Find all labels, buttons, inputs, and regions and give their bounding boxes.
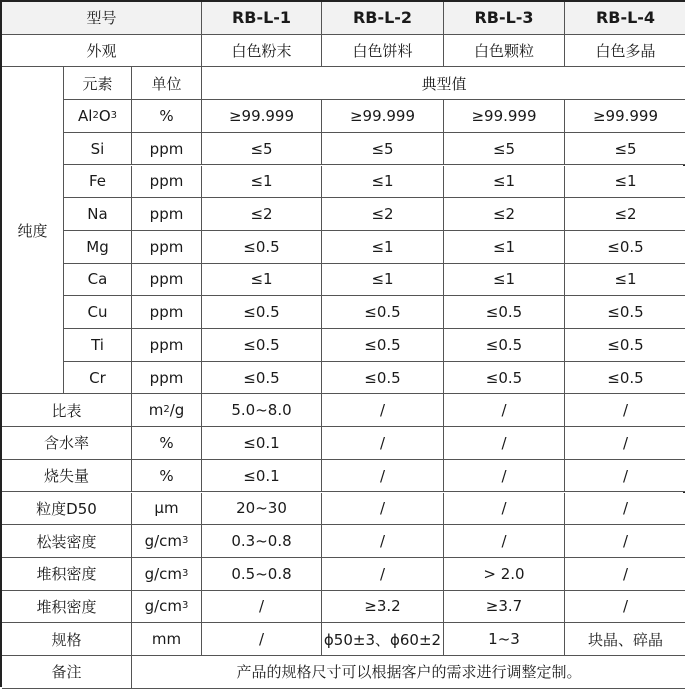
property-value: ≤0.1 — [202, 427, 322, 460]
model-name: RB-L-4 — [565, 2, 685, 35]
property-value: / — [322, 493, 444, 526]
purity-value: ≤0.5 — [202, 296, 322, 329]
purity-value: ≤0.5 — [202, 329, 322, 362]
property-value: / — [565, 460, 685, 493]
element-name: Ti — [64, 329, 132, 362]
purity-value: ≤2 — [202, 198, 322, 231]
unit-value: g/cm 3 — [132, 525, 202, 558]
property-value: ≤0.1 — [202, 460, 322, 493]
purity-value: ≥99.999 — [202, 100, 322, 133]
purity-value: ≤1 — [322, 166, 444, 199]
unit-base: m — [148, 401, 164, 420]
element-header: 元素 — [64, 67, 132, 100]
property-value: 块晶、碎晶 — [565, 623, 685, 656]
purity-value: ≤0.5 — [565, 362, 685, 395]
property-label: 规格 — [2, 623, 132, 656]
purity-group-label: 纯度 — [2, 67, 64, 394]
purity-value: ≤1 — [444, 231, 565, 264]
property-value: ≥3.7 — [444, 591, 565, 624]
element-name: Ca — [64, 264, 132, 297]
unit-tail: /g — [169, 401, 185, 420]
unit-base: g/cm — [144, 532, 183, 551]
purity-value: ≤0.5 — [322, 296, 444, 329]
appearance-value: 白色粉末 — [202, 35, 322, 68]
unit-base: g/cm — [144, 564, 183, 583]
property-value: / — [565, 394, 685, 427]
property-label: 堆积密度 — [2, 558, 132, 591]
unit-value: ppm — [132, 133, 202, 166]
purity-value: ≤5 — [322, 133, 444, 166]
unit-value: ppm — [132, 231, 202, 264]
property-value: / — [565, 558, 685, 591]
property-value: / — [322, 427, 444, 460]
remarks-text: 产品的规格尺寸可以根据客户的需求进行调整定制。 — [132, 656, 685, 689]
unit-value: g/cm 3 — [132, 591, 202, 624]
property-value: / — [444, 493, 565, 526]
unit-value: m 2 /g — [132, 394, 202, 427]
purity-value: ≤1 — [565, 166, 685, 199]
purity-value: ≥99.999 — [444, 100, 565, 133]
purity-value: ≤0.5 — [444, 362, 565, 395]
unit-value: ppm — [132, 296, 202, 329]
property-value: 20~30 — [202, 493, 322, 526]
purity-value: ≤0.5 — [444, 329, 565, 362]
element-name: Si — [64, 133, 132, 166]
property-value: 0.3~0.8 — [202, 525, 322, 558]
purity-value: ≤1 — [444, 166, 565, 199]
model-header-label: 型号 — [2, 2, 202, 35]
property-value: 5.0~8.0 — [202, 394, 322, 427]
element-name: Fe — [64, 166, 132, 199]
purity-value: ≤0.5 — [565, 231, 685, 264]
model-name: RB-L-2 — [322, 2, 444, 35]
appearance-value: 白色饼料 — [322, 35, 444, 68]
property-value: / — [202, 591, 322, 624]
purity-value: ≤5 — [565, 133, 685, 166]
purity-value: ≤2 — [565, 198, 685, 231]
purity-value: ≤5 — [202, 133, 322, 166]
property-value: / — [444, 460, 565, 493]
property-label: 粒度D50 — [2, 493, 132, 526]
property-label: 烧失量 — [2, 460, 132, 493]
property-value: / — [565, 591, 685, 624]
element-symbol: O — [98, 106, 111, 125]
property-value: / — [565, 427, 685, 460]
purity-value: ≤1 — [202, 166, 322, 199]
element-name: Al 2 O 3 — [64, 100, 132, 133]
purity-value: ≤0.5 — [322, 329, 444, 362]
purity-value: ≤1 — [565, 264, 685, 297]
model-name: RB-L-3 — [444, 2, 565, 35]
unit-header: 单位 — [132, 67, 202, 100]
property-value: / — [322, 525, 444, 558]
element-name: Cr — [64, 362, 132, 395]
property-value: > 2.0 — [444, 558, 565, 591]
property-value: / — [322, 460, 444, 493]
purity-value: ≥99.999 — [565, 100, 685, 133]
property-value: / — [565, 525, 685, 558]
unit-value: ppm — [132, 198, 202, 231]
property-value: / — [202, 623, 322, 656]
property-value: / — [444, 427, 565, 460]
appearance-value: 白色多晶 — [565, 35, 685, 68]
element-name: Cu — [64, 296, 132, 329]
unit-value: g/cm 3 — [132, 558, 202, 591]
property-value: / — [444, 394, 565, 427]
property-value: 0.5~0.8 — [202, 558, 322, 591]
unit-value: % — [132, 427, 202, 460]
typical-value-header: 典型值 — [202, 67, 685, 100]
purity-value: ≤1 — [444, 264, 565, 297]
property-label: 松装密度 — [2, 525, 132, 558]
purity-value: ≤1 — [202, 264, 322, 297]
property-value: ≥3.2 — [322, 591, 444, 624]
unit-value: ppm — [132, 362, 202, 395]
unit-value: mm — [132, 623, 202, 656]
appearance-value: 白色颗粒 — [444, 35, 565, 68]
purity-value: ≤1 — [322, 231, 444, 264]
property-label: 比表 — [2, 394, 132, 427]
property-value: 1~3 — [444, 623, 565, 656]
appearance-label: 外观 — [2, 35, 202, 68]
property-value: ɸ50±3、ɸ60±2 — [322, 623, 444, 656]
purity-value: ≤0.5 — [322, 362, 444, 395]
unit-value: μm — [132, 493, 202, 526]
unit-value: ppm — [132, 329, 202, 362]
remarks-label: 备注 — [2, 656, 132, 689]
purity-value: ≤0.5 — [565, 329, 685, 362]
element-name: Na — [64, 198, 132, 231]
purity-value: ≤0.5 — [565, 296, 685, 329]
unit-base: g/cm — [144, 597, 183, 616]
property-value: / — [565, 493, 685, 526]
purity-value: ≥99.999 — [322, 100, 444, 133]
purity-value: ≤2 — [444, 198, 565, 231]
model-name: RB-L-1 — [202, 2, 322, 35]
purity-value: ≤1 — [322, 264, 444, 297]
purity-value: ≤2 — [322, 198, 444, 231]
property-value: / — [322, 394, 444, 427]
property-value: / — [322, 558, 444, 591]
element-symbol: Al — [78, 106, 93, 125]
unit-value: % — [132, 100, 202, 133]
purity-value: ≤0.5 — [202, 231, 322, 264]
unit-value: % — [132, 460, 202, 493]
property-label: 含水率 — [2, 427, 132, 460]
unit-value: ppm — [132, 166, 202, 199]
unit-value: ppm — [132, 264, 202, 297]
element-name: Mg — [64, 231, 132, 264]
purity-value: ≤5 — [444, 133, 565, 166]
purity-value: ≤0.5 — [444, 296, 565, 329]
property-value: / — [444, 525, 565, 558]
property-label: 堆积密度 — [2, 591, 132, 624]
purity-value: ≤0.5 — [202, 362, 322, 395]
